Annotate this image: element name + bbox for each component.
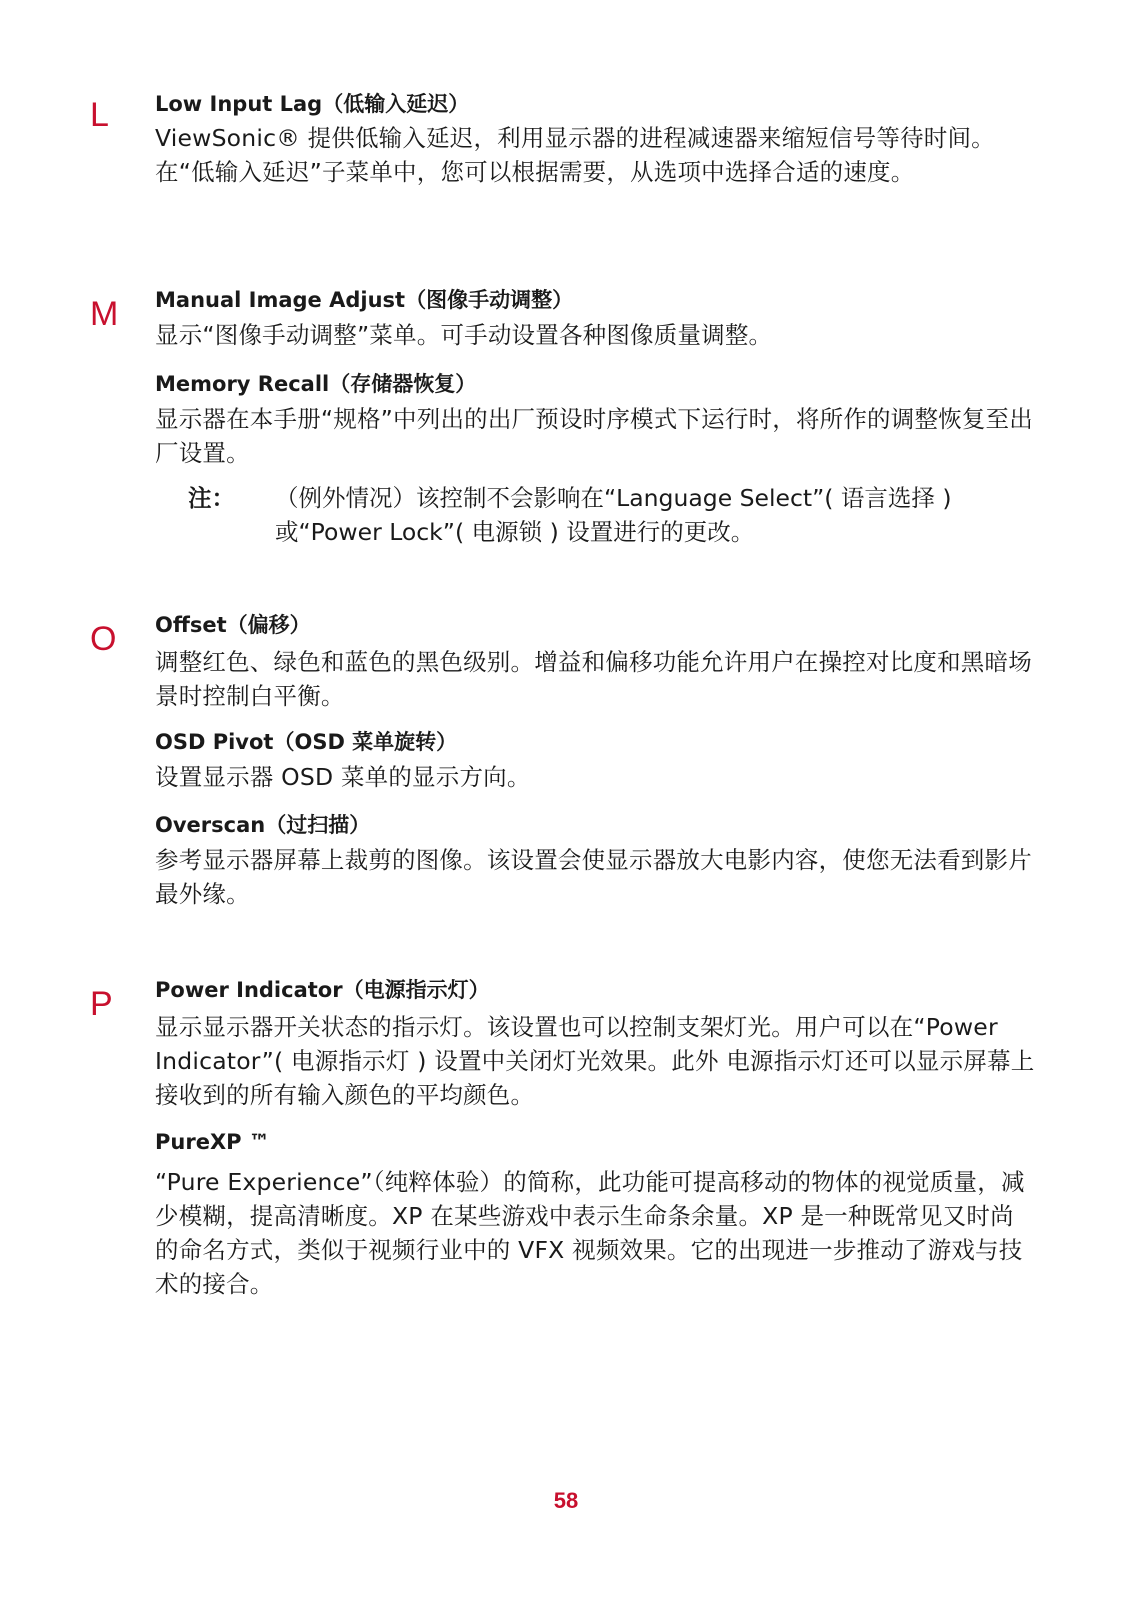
entry-body-manual-image-adjust: 显示“图像手动调整”菜单。可手动设置各种图像质量调整。 <box>155 321 773 349</box>
section-letter-l: L <box>90 96 109 134</box>
entry-title-offset: Offset（偏移） <box>155 613 311 637</box>
entry-body-offset: 调整红色、绿色和蓝色的黑色级别。增益和偏移功能允许用户在操控对比度和黑暗场景时控制白平衡。 <box>155 648 1032 710</box>
entry-title-overscan: Overscan（过扫描） <box>155 813 371 837</box>
entry-title-memory-recall: Memory Recall（存储器恢复） <box>155 372 477 396</box>
section-letter-p: P <box>90 985 113 1023</box>
entry-title-low-input-lag: Low Input Lag（低输入延迟） <box>155 92 470 116</box>
entry-body-low-input-lag: ViewSonic® 提供低输入延迟，利用显示器的进程减速器来缩短信号等待时间。在“低输入延迟”子菜单中，您可以根据需要，从选项中选择合适的速度。 <box>155 124 995 186</box>
entry-title-power-indicator: Power Indicator（电源指示灯） <box>155 978 490 1002</box>
note-label: 注： <box>188 484 235 512</box>
entry-body-memory-recall: 显示器在本手册“规格”中列出的出厂预设时序模式下运行时，将所作的调整恢复至出厂设置。 <box>155 405 1033 467</box>
entry-title-osd-pivot: OSD Pivot（OSD 菜单旋转） <box>155 730 458 754</box>
entry-body-overscan: 参考显示器屏幕上裁剪的图像。该设置会使显示器放大电影内容，使您无法看到影片最外缘。 <box>155 846 1032 908</box>
section-letter-o: O <box>90 620 117 658</box>
section-letter-m: M <box>90 295 119 333</box>
entry-body-power-indicator: 显示显示器开关状态的指示灯。该设置也可以控制支架灯光。用户可以在“Power Indicator”( 电源指示灯 ) 设置中关闭灯光效果。此外 电源指示灯还可以显示屏幕上接收到的所有输入颜色的平均颜色。 <box>155 1013 1035 1109</box>
entry-body-osd-pivot: 设置显示器 OSD 菜单的显示方向。 <box>155 763 531 791</box>
entry-title-manual-image-adjust: Manual Image Adjust（图像手动调整） <box>155 288 574 312</box>
entry-title-purexp: PureXP ™ <box>155 1130 270 1154</box>
page-number: 58 <box>553 1488 579 1513</box>
note-text: （例外情况）该控制不会影响在“Language Select”( 语言选择 ) 或“Power Lock”( 电源锁 ) 设置进行的更改。 <box>275 484 952 546</box>
entry-body-purexp: “Pure Experience”（纯粹体验）的简称，此功能可提高移动的物体的视觉质量，减少模糊，提高清晰度。XP 在某些游戏中表示生命条余量。XP 是一种既常见又时尚的命名方式，类似于视频行业中的 VFX 视频效果。它的出现进一步推动了游戏与技术的接合。 <box>155 1168 1025 1298</box>
